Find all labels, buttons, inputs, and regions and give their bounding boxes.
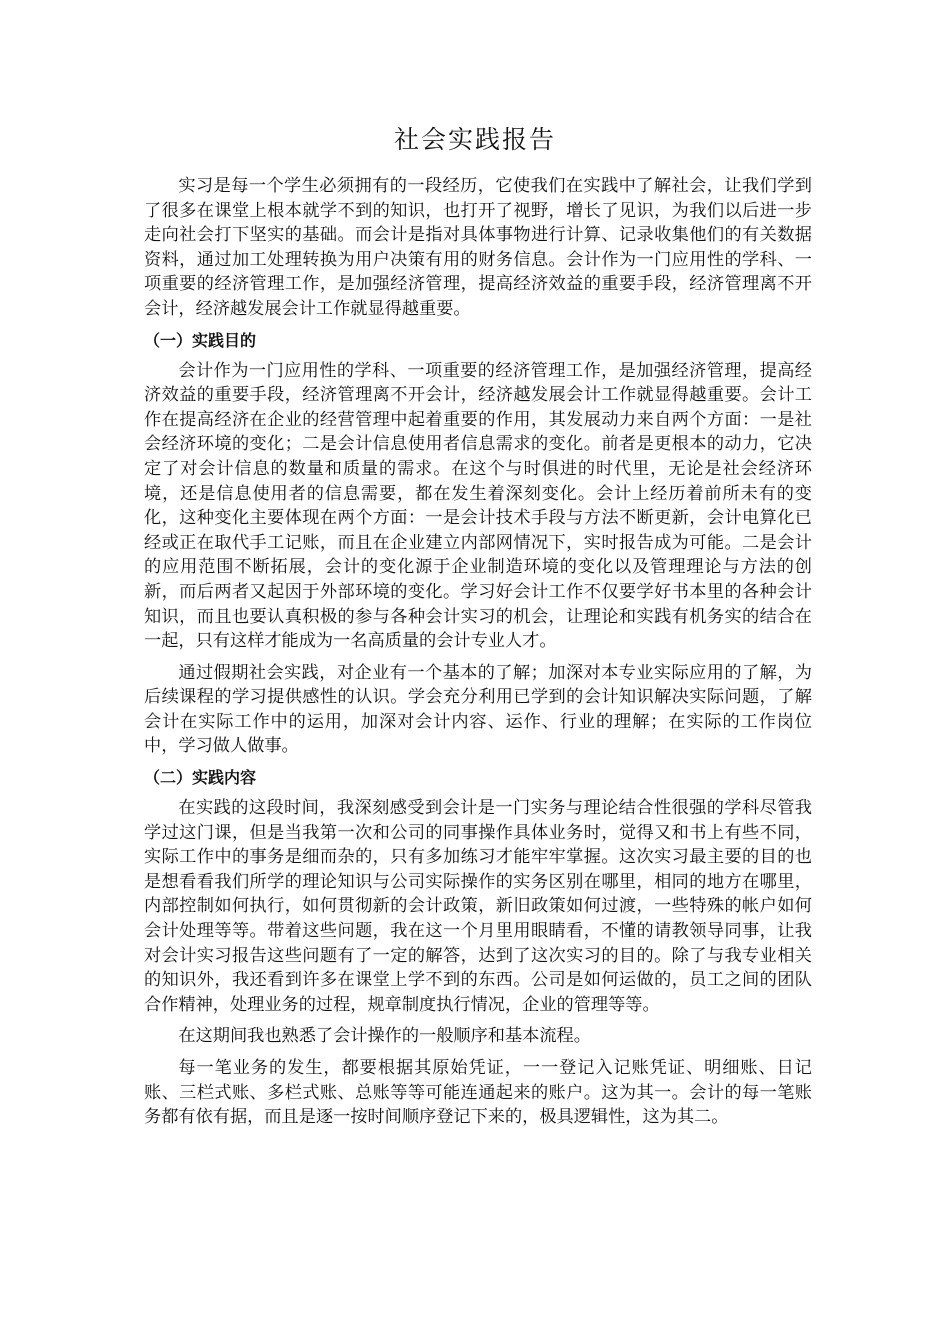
purpose-paragraph-1: 会计作为一门应用性的学科、一项重要的经济管理工作，是加强经济管理，提高经济效益的重要手段，经济管理离不开会计，经济越发展会计工作就显得越重要。会计工作在提高经济在企业的经营管理中起着重要的作用，其发展动力来自两个方面：一是社会经济环境的变化；二是会计信息使用者信息需求的变化。前者是更根本的动力，它决定了对会计信息的数量和质量的需求。在这个与时俱进的时代里，无论是社会经济环境，还是信息使用者的信息需要，都在发生着深刻变化。会计上经历着前所未有的变化，这种变化主要体现在两个方面：一是会计技术手段与方法不断更新，会计电算化已经或正在取代手工记账，而且在企业建立内部网情况下，实时报告成为可能。二是会计的应用范围不断拓展，会计的变化源于企业制造环境的变化以及管理理论与方法的创新，而后两者又起因于外部环境的变化。学习好会计工作不仅要学好书本里的各种会计知识，而且也要认真积极的参与各种会计实习的机会，让理论和实践有机务实的结合在一起，只有这样才能成为一名高质量的会计专业人才。 [144, 360, 812, 652]
section-heading-purpose: （一）实践目的 [144, 330, 257, 350]
content-paragraph-2: 在这期间我也熟悉了会计操作的一般顺序和基本流程。 [178, 1026, 591, 1047]
content-paragraph-3: 每一笔业务的发生，都要根据其原始凭证，一一登记入记账凭证、明细账、日记账、三栏式账、多栏式账、总账等等可能连通起来的账户。这为其一。会计的每一笔账务都有依有据，而且是逐一按时间顺序登记下来的，极具逻辑性，这为其二。 [144, 1058, 812, 1128]
document-body [144, 174, 812, 1137]
document-title: 社会实践报告 [393, 125, 556, 154]
purpose-paragraph-2: 通过假期社会实践，对企业有一个基本的了解；加深对本专业实际应用的了解，为后续课程的学习提供感性的认识。学会充分利用已学到的会计知识解决实际问题，了解会计在实际工作中的运用，加深对会计内容、运作、行业的理解；在实际的工作岗位中，学习做人做事。 [144, 662, 812, 757]
intro-paragraph: 实习是每一个学生必须拥有的一段经历，它使我们在实践中了解社会，让我们学到了很多在课堂上根本就学不到的知识，也打开了视野，增长了见识，为我们以后进一步走向社会打下坚实的基础。而会计是指对具体事物进行计算、记录收集他们的有关数据资料，通过加工处理转换为用户决策有用的财务信息。会计作为一门应用性的学科、一项重要的经济管理工作，是加强经济管理，提高经济效益的重要手段，经济管理离不开会计，经济越发展会计工作就显得越重要。 [144, 176, 812, 319]
section-heading-content: （二）实践内容 [144, 768, 257, 788]
content-paragraph-1: 在实践的这段时间，我深刻感受到会计是一门实务与理论结合性很强的学科尽管我学过这门课，但是当我第一次和公司的同事操作具体业务时，觉得又和书上有些不同，实际工作中的事务是细而杂的，只有多加练习才能牢牢掌握。这次实习最主要的目的也是想看看我们所学的理论知识与公司实际操作的实务区别在哪里，相同的地方在哪里，内部控制如何执行，如何贯彻新的会计政策，新旧政策如何过渡，一些特殊的帐户如何会计处理等等。带着这些问题，我在这一个月里用眼睛看，不懂的请教领导同事，让我对会计实习报告这些问题有了一定的解答，达到了这次实习的目的。除了与我专业相关的知识外，我还看到许多在课堂上学不到的东西。公司是如何运做的，员工之间的团队合作精神，处理业务的过程，规章制度执行情况，企业的管理等等。 [144, 798, 812, 1015]
